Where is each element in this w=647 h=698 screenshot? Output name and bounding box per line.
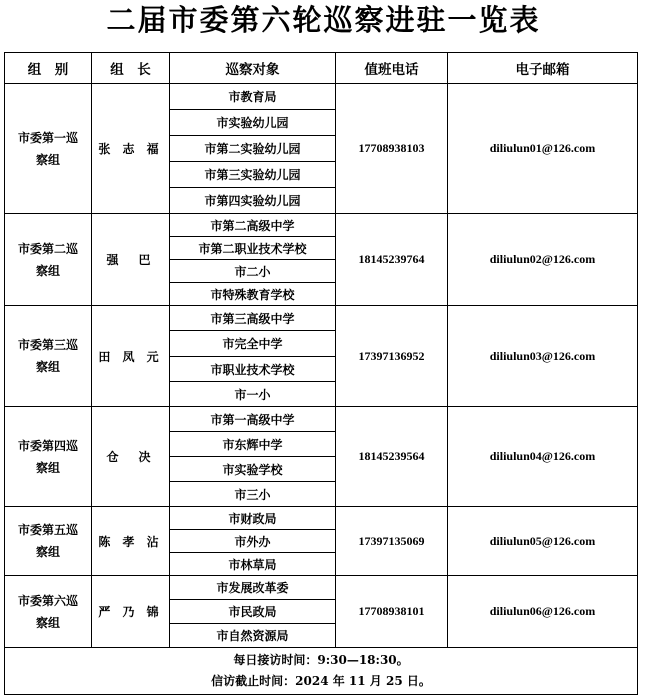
group-name-line: 察组	[35, 545, 60, 559]
contact-email: diliulun03@126.com	[448, 306, 638, 407]
group-name-line: 市委第二巡	[17, 241, 78, 256]
header-leader: 组 长	[92, 53, 170, 84]
table-header-row	[5, 53, 638, 84]
inspection-target: 市完全中学	[170, 331, 336, 357]
inspection-target: 市外办	[170, 530, 336, 553]
inspection-target: 市第二实验幼儿园	[170, 136, 336, 162]
group-name	[5, 306, 92, 407]
inspection-target: 市实验幼儿园	[170, 110, 336, 136]
table-row	[5, 84, 638, 110]
inspection-target: 市教育局	[170, 84, 336, 110]
inspection-target: 市发展改革委	[170, 576, 336, 600]
group-name-line: 察组	[35, 360, 60, 374]
reception-hours: 每日接访时间：9:30—18:30。	[233, 653, 409, 667]
group-leader: 严 乃 锦	[92, 576, 170, 648]
inspection-target: 市财政局	[170, 507, 336, 530]
inspection-target: 市第二高级中学	[170, 214, 336, 237]
header-email: 电子邮箱	[448, 53, 638, 84]
table-row	[5, 306, 638, 331]
inspection-target: 市第三高级中学	[170, 306, 336, 331]
inspection-table	[4, 52, 638, 695]
inspection-target: 市三小	[170, 482, 336, 507]
inspection-target: 市特殊教育学校	[170, 283, 336, 306]
contact-email: diliulun02@126.com	[448, 214, 638, 306]
group-name-line: 市委第三巡	[17, 338, 78, 352]
group-name-line: 市委第四巡	[17, 438, 78, 453]
group-name-line: 市委第五巡	[17, 523, 78, 537]
inspection-target: 市东辉中学	[170, 432, 336, 457]
page-title: 二届市委第六轮巡察进驻一览表	[106, 3, 541, 37]
group-leader: 张 志 福	[92, 84, 170, 214]
group-leader: 陈 孝 沾	[92, 507, 170, 576]
contact-email: diliulun06@126.com	[448, 576, 638, 648]
inspection-target: 市第三实验幼儿园	[170, 162, 336, 188]
inspection-target: 市职业技术学校	[170, 357, 336, 382]
inspection-target: 市二小	[170, 260, 336, 283]
group-name-line: 市委第一巡	[17, 130, 78, 145]
duty-phone: 17708938101	[336, 576, 448, 648]
table-row	[5, 407, 638, 432]
inspection-target: 市自然资源局	[170, 624, 336, 648]
duty-phone: 18145239564	[336, 407, 448, 507]
group-name-line: 市委第六巡	[17, 593, 78, 608]
table-row	[5, 214, 638, 237]
inspection-target: 市第二职业技术学校	[170, 237, 336, 260]
group-name-line: 察组	[35, 263, 60, 278]
inspection-target: 市民政局	[170, 600, 336, 624]
footer-row	[5, 648, 638, 695]
duty-phone: 18145239764	[336, 214, 448, 306]
inspection-target: 市一小	[170, 382, 336, 407]
group-name-line: 察组	[35, 460, 60, 475]
header-phone: 值班电话	[336, 53, 448, 84]
table-row	[5, 507, 638, 530]
group-name	[5, 507, 92, 576]
group-name	[5, 84, 92, 214]
group-leader: 强 巴	[92, 214, 170, 306]
group-leader: 仓 决	[92, 407, 170, 507]
group-name-line: 察组	[35, 152, 60, 167]
contact-email: diliulun05@126.com	[448, 507, 638, 576]
duty-phone: 17708938103	[336, 84, 448, 214]
group-name-line: 察组	[35, 615, 60, 630]
contact-email: diliulun04@126.com	[448, 407, 638, 507]
contact-email: diliulun01@126.com	[448, 84, 638, 214]
group-leader: 田 凤 元	[92, 306, 170, 407]
inspection-target: 市实验学校	[170, 457, 336, 482]
table-row	[5, 576, 638, 600]
duty-phone: 17397135069	[336, 507, 448, 576]
header-targets: 巡察对象	[170, 53, 336, 84]
duty-phone: 17397136952	[336, 306, 448, 407]
footer-notes	[5, 648, 638, 695]
group-name	[5, 214, 92, 306]
inspection-target: 市第四实验幼儿园	[170, 188, 336, 214]
petition-deadline: 信访截止时间：2024 年 11 月 25 日。	[211, 674, 431, 688]
inspection-target: 市林草局	[170, 553, 336, 576]
group-name	[5, 576, 92, 648]
group-name	[5, 407, 92, 507]
inspection-target: 市第一高级中学	[170, 407, 336, 432]
header-group: 组 别	[5, 53, 92, 84]
